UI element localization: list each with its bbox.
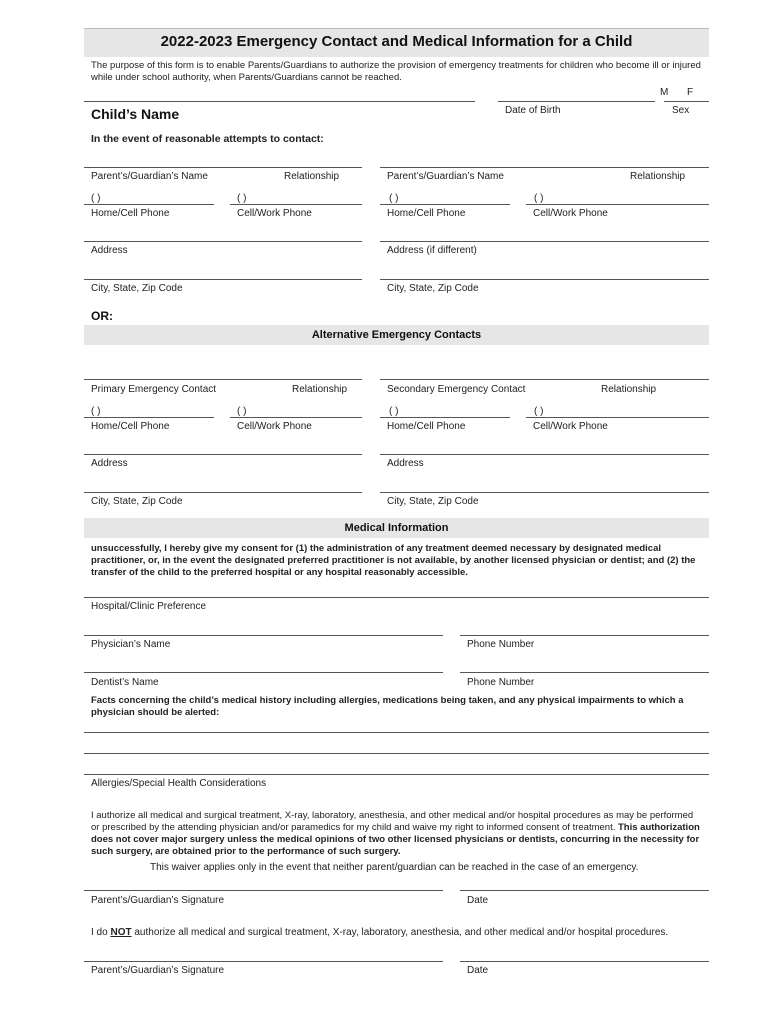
refusal-prefix: I do [91,927,111,938]
alt-left-city-label: City, State, Zip Code [91,496,183,507]
parent-left-relationship-label: Relationship [284,171,340,182]
consent-text: unsuccessfully, I hereby give my consent for (1) the administration of any treatment deemed necessary by designated medical practitioner, or, in the event the designated preferred practitioner is not available, by another licensed physician or dentist; and (2) the transfer of the child to the preferred hospital or any hospital reasonably accessible. [91,543,696,578]
parent-left-address-line[interactable] [84,241,362,242]
refusal-date-line[interactable] [460,961,709,962]
allergies-label: Allergies/Special Health Considerations [91,778,267,789]
phone-paren: ( ) [534,193,544,204]
refusal-text [91,927,668,938]
authorization-main: I authorize all medical and surgical treatment, X-ray, laboratory, anesthesia, and other medical and/or hospital procedures as may be performed or prescribed by the attending physician and/or paramedics for my child and waive my right to informed consent of treatment. [91,810,694,833]
parent-left-work-phone-label: Cell/Work Phone [237,208,312,219]
dentist-phone-label: Phone Number [467,677,535,688]
alt-right-work-phone-line[interactable] [526,417,709,418]
alt-left-name-label: Primary Emergency Contact [91,384,217,395]
alt-left-relationship-label: Relationship [292,384,348,395]
phone-paren: ( ) [534,406,544,417]
sex-m-label: M [660,87,669,98]
parent-right-address-label: Address (if different) [387,245,477,256]
sex-f-label: F [687,87,694,98]
refusal-not: NOT [110,927,132,938]
parent-left-city-line[interactable] [84,279,362,280]
authorization-bold: This authorization does not cover major surgery unless the medical opinions of two other licensed physicians or dentists, concurring in the necessity for such surgery, are obtained prior to the performance of such surgery. [91,822,700,857]
alt-right-work-phone-label: Cell/Work Phone [533,421,608,432]
alt-left-home-phone-label: Home/Cell Phone [91,421,170,432]
auth-signature-label: Parent’s/Guardian’s Signature [91,895,225,906]
parent-left-city-label: City, State, Zip Code [91,283,183,294]
parent-right-work-phone-label: Cell/Work Phone [533,208,608,219]
alt-left-work-phone-label: Cell/Work Phone [237,421,312,432]
alt-right-home-phone-label: Home/Cell Phone [387,421,466,432]
child-name-label: Child’s Name [91,106,180,122]
physician-phone-label: Phone Number [467,639,535,650]
dob-line[interactable] [498,101,655,102]
history-line-2[interactable] [84,753,709,754]
auth-signature-line[interactable] [84,890,443,891]
physician-line[interactable] [84,635,443,636]
attempts-heading: In the event of reasonable attempts to contact: [91,133,324,145]
page-title: 2022-2023 Emergency Contact and Medical Information for a Child [160,33,633,50]
child-name-line[interactable] [84,101,475,102]
parent-right-name-line[interactable] [380,167,709,168]
parent-left-home-phone-label: Home/Cell Phone [91,208,170,219]
sex-line[interactable] [664,101,709,102]
alt-right-address-label: Address [387,458,424,469]
phone-paren: ( ) [237,406,247,417]
parent-right-home-phone-line[interactable] [380,204,510,205]
waiver-text: This waiver applies only in the event that neither parent/guardian can be reached in the case of an emergency. [150,862,639,873]
auth-date-label: Date [467,895,489,906]
alt-right-city-label: City, State, Zip Code [387,496,479,507]
alt-left-name-line[interactable] [84,379,362,380]
history-text: Facts concerning the child’s medical history including allergies, medications being taken, and any physical impairments to which a physician should be alerted: [91,695,684,718]
phone-paren: ( ) [389,406,399,417]
alt-right-home-phone-line[interactable] [380,417,510,418]
authorization-text [91,810,703,858]
alt-right-relationship-label: Relationship [601,384,657,395]
phone-paren: ( ) [389,193,399,204]
alt-right-city-line[interactable] [380,492,709,493]
alt-right-address-line[interactable] [380,454,709,455]
parent-left-name-line[interactable] [84,167,362,168]
alt-left-home-phone-line[interactable] [84,417,214,418]
parent-right-name-label: Parent’s/Guardian’s Name [387,171,504,182]
alt-right-name-line[interactable] [380,379,709,380]
phone-paren: ( ) [91,406,101,417]
alt-left-city-line[interactable] [84,492,362,493]
refusal-signature-line[interactable] [84,961,443,962]
parent-right-home-phone-label: Home/Cell Phone [387,208,466,219]
parent-right-address-line[interactable] [380,241,709,242]
phone-paren: ( ) [91,193,101,204]
hospital-label: Hospital/Clinic Preference [91,601,207,612]
history-line-1[interactable] [84,732,709,733]
phone-paren: ( ) [237,193,247,204]
refusal-date-label: Date [467,965,489,976]
physician-label: Physician’s Name [91,639,171,650]
refusal-suffix: authorize all medical and surgical treatment, X-ray, laboratory, anesthesia, and other medical and/or hospital procedures. [131,927,669,938]
parent-left-name-label: Parent’s/Guardian’s Name [91,171,208,182]
alt-left-address-label: Address [91,458,128,469]
parent-left-home-phone-line[interactable] [84,204,214,205]
allergies-line[interactable] [84,774,709,775]
parent-left-address-label: Address [91,245,128,256]
parent-left-work-phone-line[interactable] [230,204,362,205]
alt-right-name-label: Secondary Emergency Contact [387,384,526,395]
hospital-line[interactable] [84,597,709,598]
parent-right-relationship-label: Relationship [630,171,686,182]
auth-date-line[interactable] [460,890,709,891]
alt-left-work-phone-line[interactable] [230,417,362,418]
or-label: OR: [91,309,113,323]
medical-heading: Medical Information [84,518,709,538]
dob-label: Date of Birth [505,105,561,116]
dentist-line[interactable] [84,672,443,673]
sex-label: Sex [672,105,690,116]
refusal-signature-label: Parent’s/Guardian’s Signature [91,965,225,976]
alt-left-address-line[interactable] [84,454,362,455]
parent-right-work-phone-line[interactable] [526,204,709,205]
alt-heading: Alternative Emergency Contacts [84,325,709,345]
dentist-phone-line[interactable] [460,672,709,673]
physician-phone-line[interactable] [460,635,709,636]
parent-right-city-line[interactable] [380,279,709,280]
purpose-text: The purpose of this form is to enable Parents/Guardians to authorize the provision of emergency treatments for children who become ill or injured while under school authority, when Parents/Guardians cannot be reached. [91,60,701,83]
parent-right-city-label: City, State, Zip Code [387,283,479,294]
dentist-label: Dentist’s Name [91,677,159,688]
